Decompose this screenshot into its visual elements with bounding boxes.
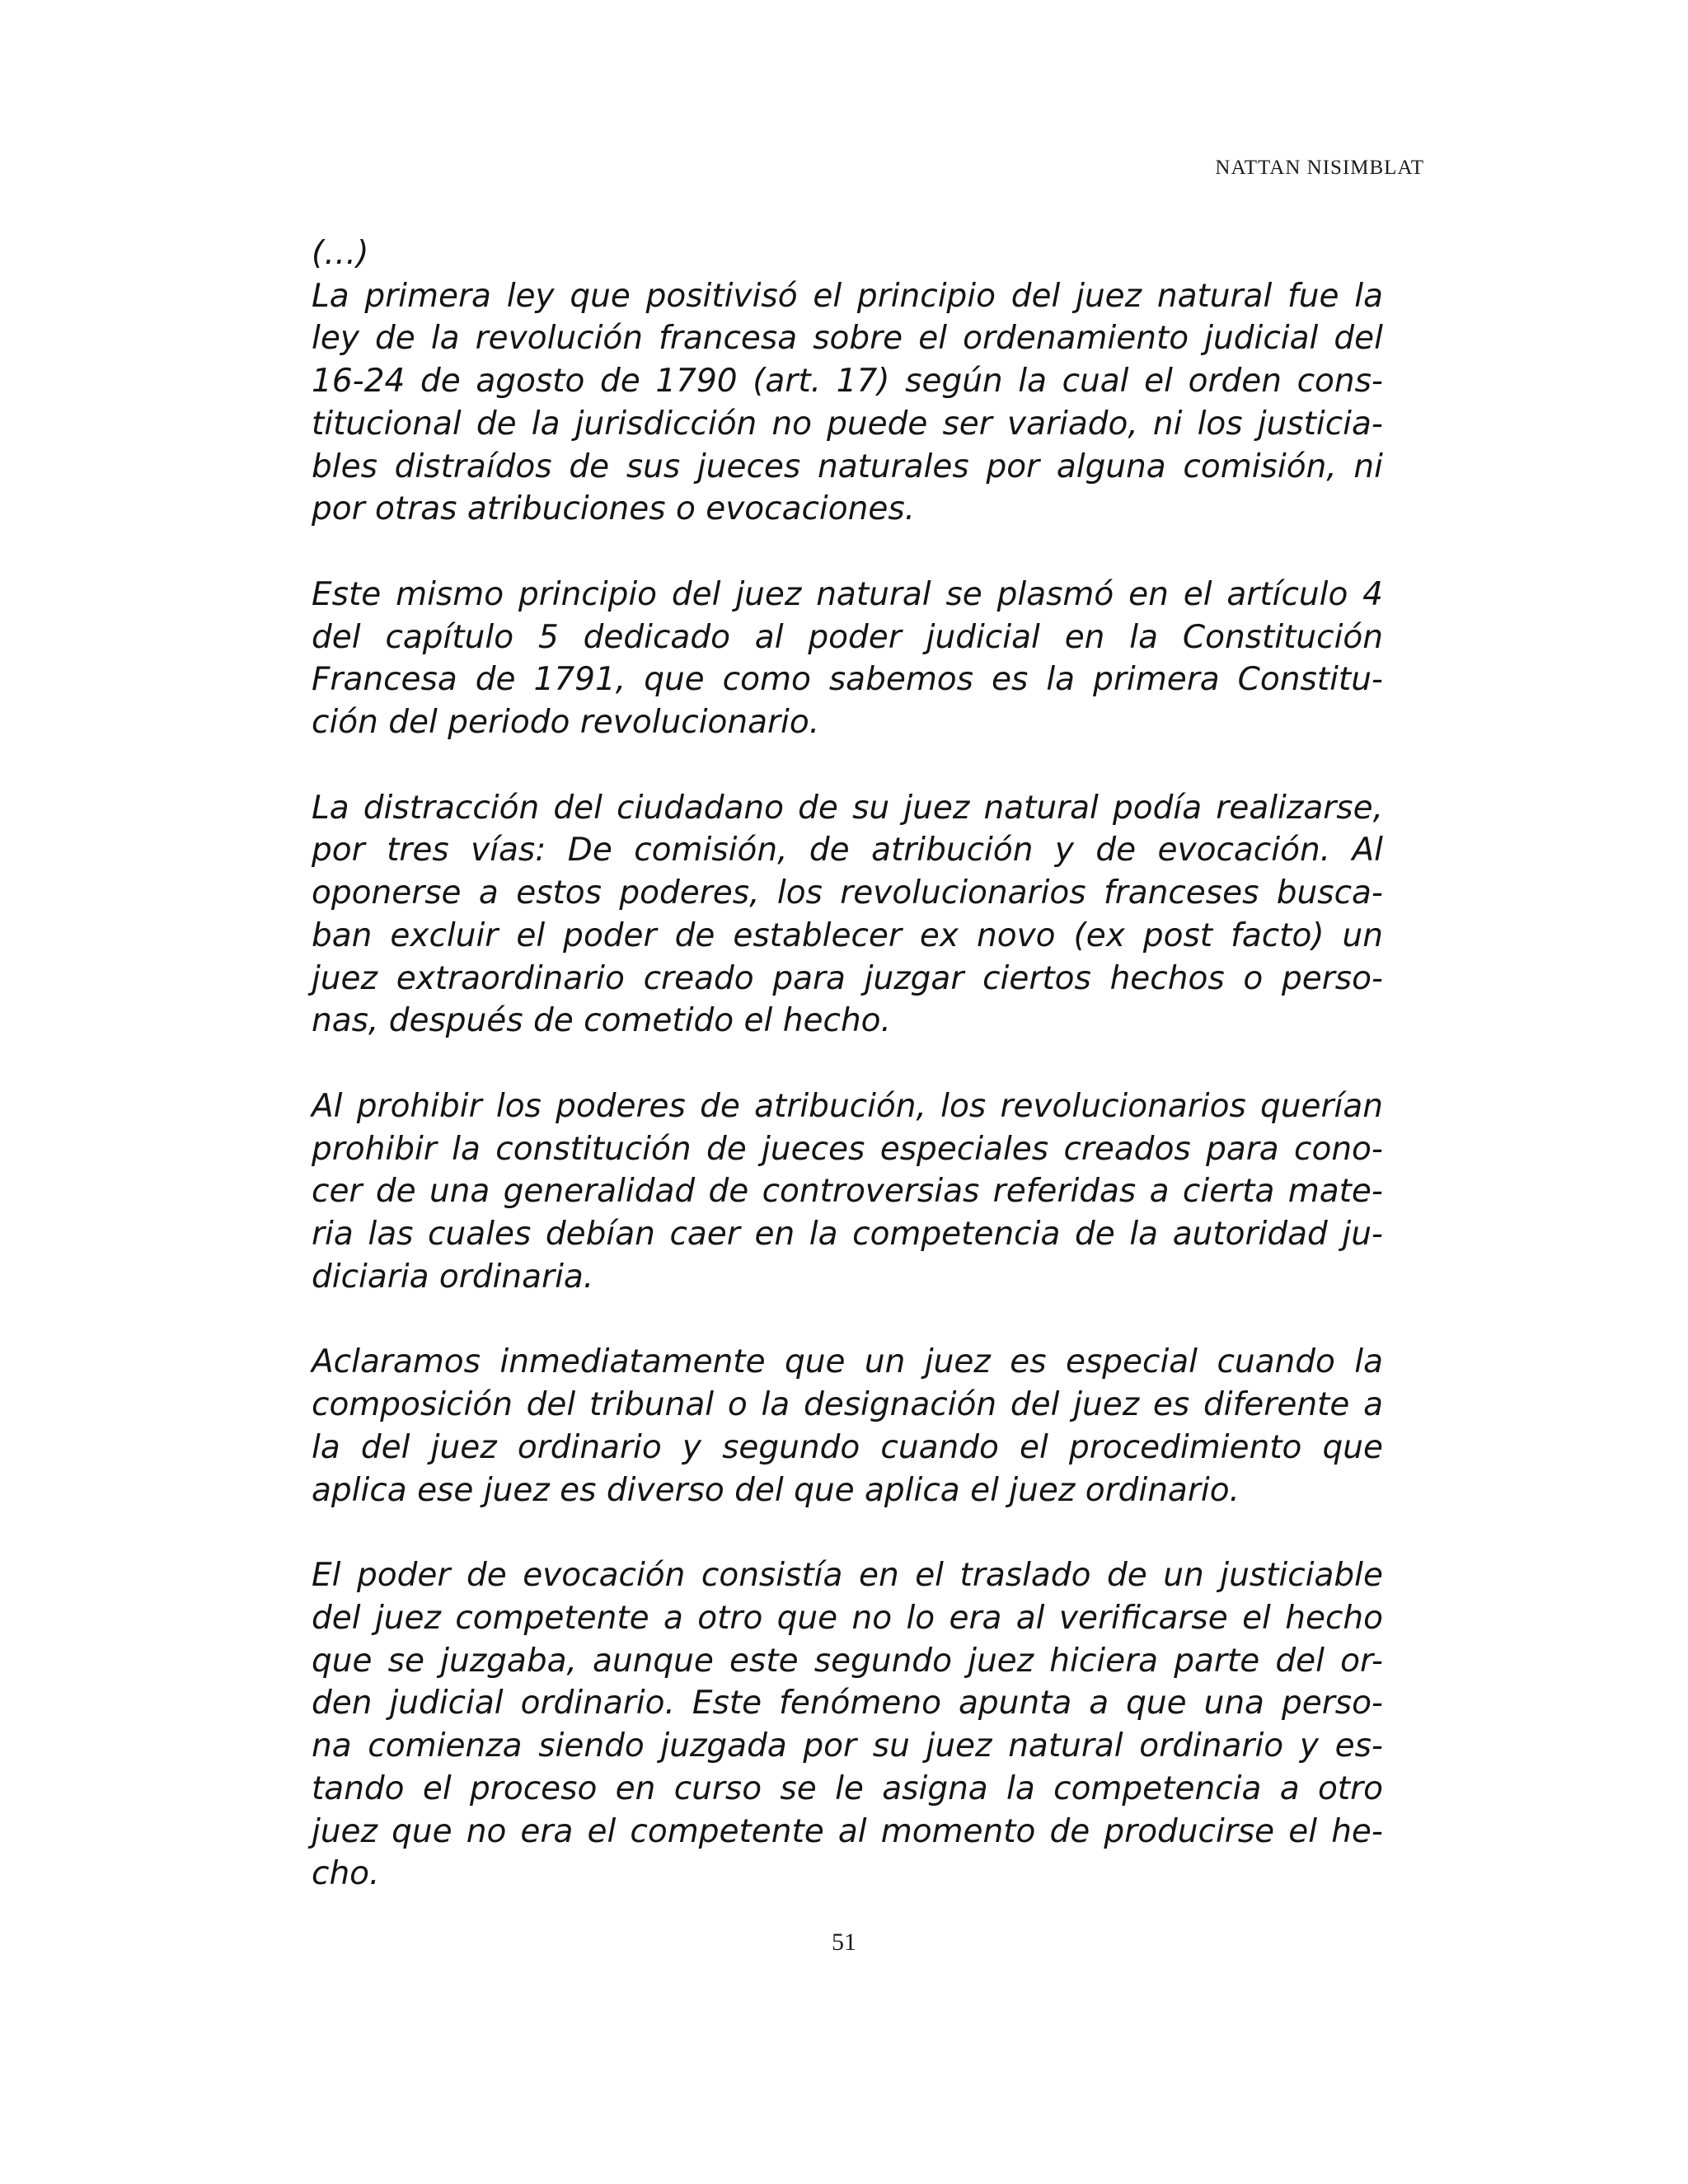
text-line: juez que no era el competente al momento de producirse el he- bbox=[312, 1812, 1383, 1850]
text-line: por tres vías: De comisión, de atribución y de evocación. Al bbox=[312, 832, 1383, 869]
text-line: del juez competente a otro que no lo era al verificarse el hecho bbox=[312, 1599, 1383, 1637]
running-header-author: NATTAN NISIMBLAT bbox=[1215, 157, 1424, 179]
paragraph-6 bbox=[312, 1554, 1383, 1896]
text-line: El poder de evocación consistía en el traslado de un justiciable bbox=[312, 1557, 1383, 1595]
body-text bbox=[312, 232, 1383, 1938]
text-line: la del juez ordinario y segundo cuando el procedimiento que bbox=[312, 1428, 1383, 1466]
paragraph-5 bbox=[312, 1341, 1383, 1511]
ellipsis-marker: (…) bbox=[312, 235, 369, 272]
text-line: tando el proceso en curso se le asigna la competencia a otro bbox=[312, 1769, 1383, 1807]
text-line: 16-24 de agosto de 1790 (art. 17) según la cual el orden cons- bbox=[312, 363, 1383, 401]
text-line: La distracción del ciudadano de su juez natural podía realizarse, bbox=[312, 789, 1383, 827]
text-line: ley de la revolución francesa sobre el ordenamiento judicial del bbox=[312, 320, 1383, 358]
text-line: Al prohibir los poderes de atribución, los revolucionarios querían bbox=[312, 1087, 1383, 1125]
text-line: composición del tribunal o la designación del juez es diferente a bbox=[312, 1386, 1383, 1424]
text-line: Este mismo principio del juez natural se plasmó en el artículo 4 bbox=[312, 575, 1383, 613]
paragraph-4 bbox=[312, 1085, 1383, 1299]
text-line: cho. bbox=[312, 1855, 380, 1893]
text-line: por otras atribuciones o evocaciones. bbox=[312, 490, 916, 528]
text-line: ria las cuales debían caer en la competencia de la autoridad ju- bbox=[312, 1216, 1383, 1254]
text-line: cer de una generalidad de controversias referidas a cierta mate- bbox=[312, 1173, 1383, 1211]
text-line: ción del periodo revolucionario. bbox=[312, 704, 820, 742]
page-number: 51 bbox=[832, 1929, 856, 1956]
text-line: juez extraordinario creado para juzgar ciertos hechos o perso- bbox=[312, 959, 1383, 997]
text-line: bles distraídos de sus jueces naturales por alguna comisión, ni bbox=[312, 448, 1383, 485]
paragraph-3 bbox=[312, 787, 1383, 1043]
text-line: oponerse a estos poderes, los revolucionarios franceses busca- bbox=[312, 874, 1383, 912]
text-line: que se juzgaba, aunque este segundo juez hiciera parte del or- bbox=[312, 1642, 1383, 1680]
text-line: prohibir la constitución de jueces especiales creados para cono- bbox=[312, 1130, 1383, 1168]
text-line: titucional de la jurisdicción no puede ser variado, ni los justicia- bbox=[312, 405, 1383, 443]
text-line: Francesa de 1791, que como sabemos es la primera Constitu- bbox=[312, 661, 1383, 699]
text-line: ban excluir el poder de establecer ex novo (ex post facto) un bbox=[312, 916, 1383, 954]
text-line: diciaria ordinaria. bbox=[312, 1258, 594, 1296]
paragraph-1 bbox=[312, 275, 1383, 531]
text-line: La primera ley que positivisó el principio del juez natural fue la bbox=[312, 277, 1383, 315]
text-line: aplica ese juez es diverso del que aplica el juez ordinario. bbox=[312, 1471, 1240, 1509]
text-line: Aclaramos inmediatamente que un juez es especial cuando la bbox=[312, 1343, 1383, 1381]
paragraph-2 bbox=[312, 574, 1383, 744]
text-line: den judicial ordinario. Este fenómeno apunta a que una perso- bbox=[312, 1685, 1383, 1722]
text-line: del capítulo 5 dedicado al poder judicial en la Constitución bbox=[312, 618, 1383, 656]
text-line: nas, después de cometido el hecho. bbox=[312, 1002, 891, 1040]
text-line: na comienza siendo juzgada por su juez natural ordinario y es- bbox=[312, 1727, 1383, 1765]
